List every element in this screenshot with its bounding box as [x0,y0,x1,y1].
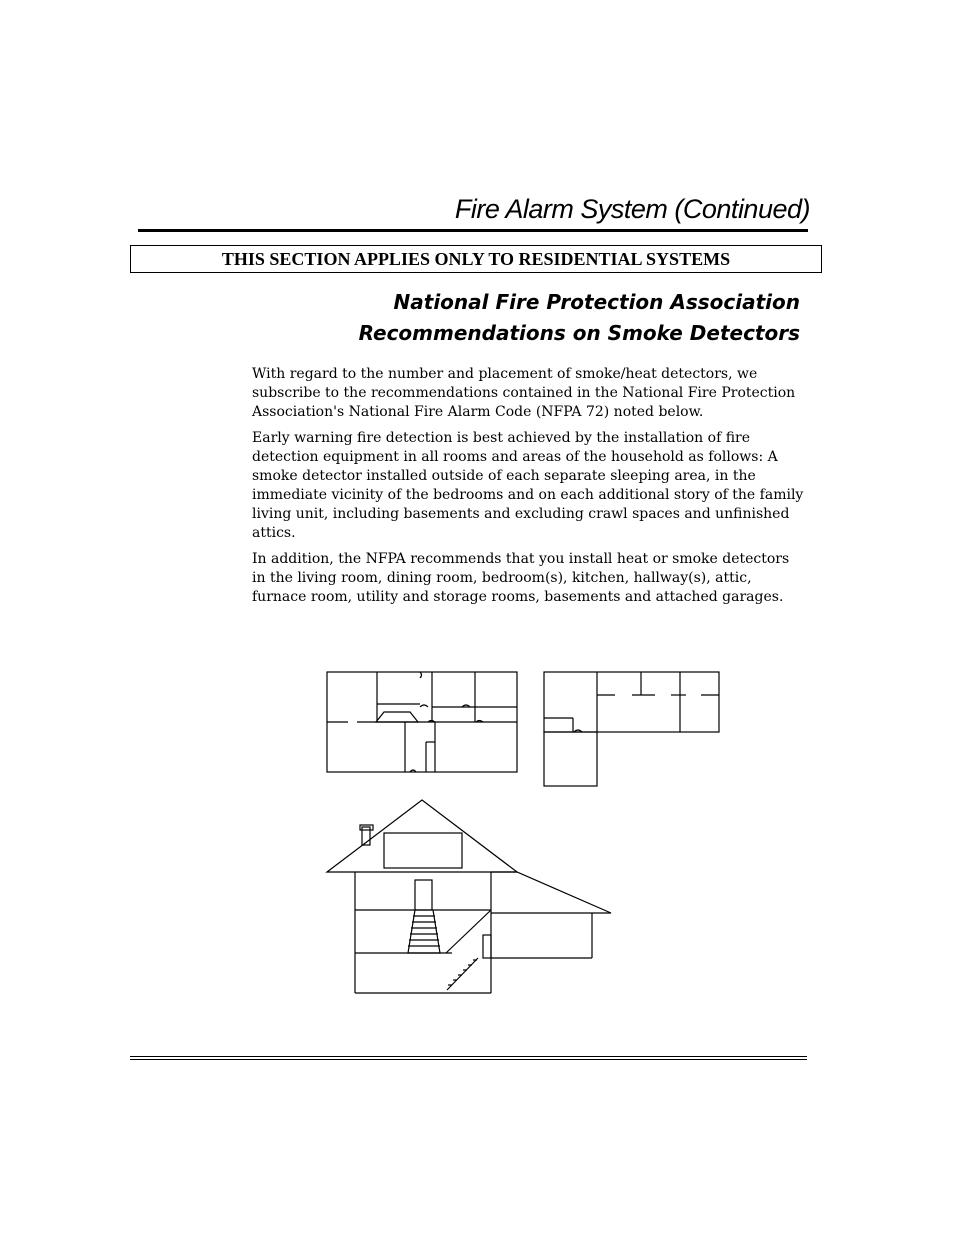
subheading-line-1: National Fire Protection Association [393,290,800,314]
paragraph-1: With regard to the number and placement of smoke/heat detectors, we subscribe to the recommendations contained in the National Fire Protection Association's National Fire Alarm Code (NFPA 72) noted below. [252,366,796,420]
paragraph-2: Early warning fire detection is best achieved by the installation of fire detection equipment in all rooms and areas of the household as follows: A smoke detector installed outside of each separate sleeping area, in the immediate vicinity of the bedrooms and on each additional story of the family living unit, including basements and excluding crawl spaces and unfinished attics. [252,430,804,541]
residential-banner-text: THIS SECTION APPLIES ONLY TO RESIDENTIAL SYSTEMS [221,248,731,269]
footer-rule-second [130,1059,807,1060]
floor-plan-left [327,672,517,772]
subheading-line-2: Recommendations on Smoke Detectors [358,321,800,345]
page-title: Fire Alarm System (Continued) [454,194,810,224]
floor-plan-right [544,672,719,786]
paragraph-3: In addition, the NFPA recommends that you install heat or smoke detectors in the living room, dining room, bedroom(s), kitchen, hallway(s), attic, furnace room, utility and storage rooms, basements and attached garages. [252,551,790,605]
footer-rule [130,1056,807,1057]
house-cross-section [327,800,611,993]
